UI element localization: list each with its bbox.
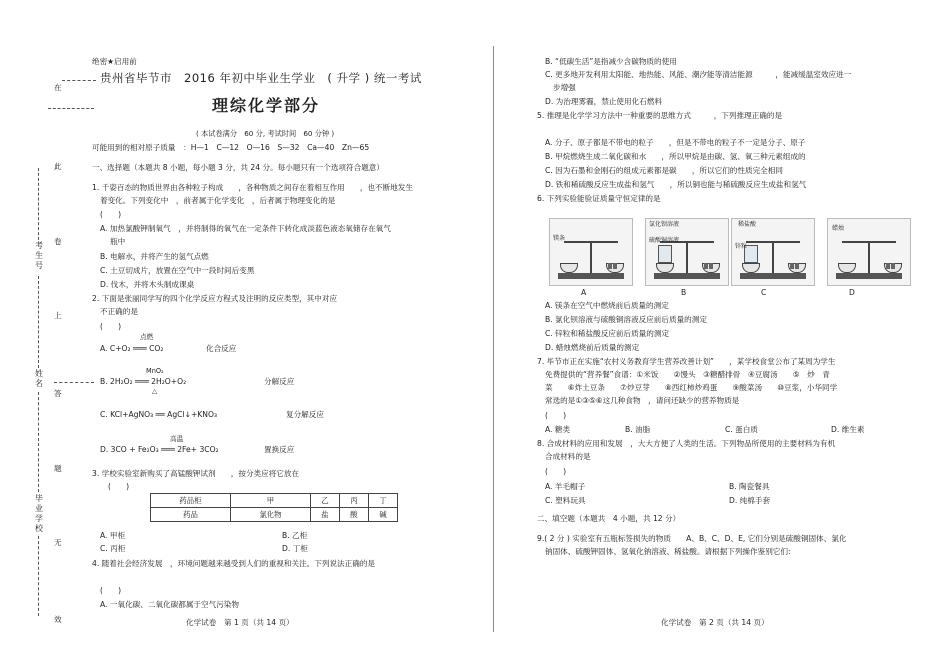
q3-answer-paren: ( ) (108, 482, 130, 491)
q7-answer-paren: ( ) (545, 411, 567, 420)
q1-option-a: A. 加热氯酸钾制氧气 ，并将制得的氧气在一定条件下转化成淡蓝色液态氧储存在氧气 (100, 224, 391, 233)
q7-stem-line2: 免费提供的“营养餐”食谱：①米饭 ②馒头 ③糖醋排骨 ④豆腐汤 ⑤ 炒 青 (545, 370, 830, 379)
q2-option-a-type: 化合反应 (206, 344, 237, 353)
q5-option-b: B. 甲烷燃烧生成二氧化碳和水 ，所以甲烷是由碳、氢、氧三种元素组成的 (545, 152, 806, 161)
page-footer-1: 化学试卷 第 1 页（共 14 页） (186, 618, 294, 627)
q2-a-condition: 点燃 (140, 333, 154, 341)
q3-option-c: C. 丙柜 (100, 544, 126, 553)
label-mg-strip: 镁条 (553, 235, 566, 242)
q6-option-b: B. 氯化钡溶液与硫酸铜溶液反应前后质量的测定 (545, 315, 707, 324)
q9-stem-line1: 9.( 2 分 ) 实验室有五瓶标签损失的物质 A、B、C、D、E, 它们分别是硫酸铜固体、氯化 (537, 534, 847, 543)
binding-margin (8, 60, 78, 630)
margin-key-shang: 上 (54, 311, 62, 320)
atomic-masses: 可能用到的相对原子质量 ：H—1 C—12 O—16 S—32 Ca—40 Zn—65 (92, 143, 370, 152)
q3-option-b: B. 乙柜 (282, 531, 308, 540)
q9-stem-line2: 钠固体、硫酸钾固体、氢氧化钠溶液、稀盐酸。请根据下列操作鉴别它们: (545, 547, 791, 556)
q7-option-a: A. 糖类 (545, 425, 571, 434)
q7-stem-line4: 常选的是①③⑤⑥这几种食物 ，请问还缺少的营养物质是 (545, 396, 740, 405)
q2-stem-line1: 2. 下面是张丽同学写的四个化学反应方程式及注明的反应类型，其中对应 (92, 294, 338, 303)
q6-stem: 6. 下列实验能验证质量守恒定律的是 (537, 194, 661, 203)
secret-mark: 绝密★启用前 (92, 57, 137, 66)
q1-answer-paren: ( ) (100, 210, 122, 219)
q2-option-b-equation: B. 2H₂O₂ ═══ 2H₂O+O₂ (100, 377, 187, 386)
q8-stem-line2: 合成材料的是 (545, 452, 591, 461)
margin-label-kaosheng: 考生号 (35, 241, 43, 270)
q7-option-c: C. 蛋白质 (725, 425, 758, 434)
table-cell: 药品柜 (151, 494, 231, 508)
q6-figure-letter-c: C (761, 288, 767, 297)
q1-option-d: D. 伐木，并将木头制成课桌 (100, 280, 195, 289)
q2-option-c-equation: C. KCl+AgNO₃ ══ AgCl↓+KNO₃ (100, 410, 217, 419)
margin-dash-line (38, 168, 39, 240)
table-row (151, 508, 398, 522)
q1-option-c: C. 土豆切成片，放置在空气中一段时间后变黑 (100, 266, 255, 275)
q1-stem-line1: 1. 千姿百态的物质世界由各种粒子构成 ，各种物质之间存在着相互作用 ，也不断地发生 (92, 183, 413, 192)
q8-option-c: C. 塑料玩具 (545, 496, 586, 505)
table-cell: 酸 (339, 508, 368, 522)
q6-option-c: C. 锌粒和稀盐酸反应前后质量的测定 (545, 329, 670, 338)
label-zn: 锌粒 (735, 243, 748, 250)
margin-dash (48, 108, 94, 109)
exam-title: 贵州省毕节市 2016 年初中毕业生学业 ( 升学 ) 统一考试 (100, 71, 422, 85)
q3-cabinet-table (150, 493, 398, 522)
q5-option-d: D. 铁和稀硫酸反应生成盐和氢气 ，所以铜也能与稀硫酸反应生成盐和氢气 (545, 180, 807, 189)
q2-b-heat-mark: △ (152, 387, 158, 395)
q2-answer-paren: ( ) (100, 322, 122, 331)
q4-option-a: A. 一氧化碳、二氧化碳都属于空气污染物 (100, 600, 239, 609)
table-cell: 碱 (368, 508, 397, 522)
margin-key-zai: 在 (54, 83, 62, 92)
score-info: ( 本试卷满分 60 分, 考试时间 60 分钟 ) (196, 129, 335, 138)
q1-option-a-cont: 瓶中 (110, 237, 126, 246)
table-cell: 丙 (339, 494, 368, 508)
table-cell: 丁 (368, 494, 397, 508)
q8-answer-paren: ( ) (545, 467, 567, 476)
q7-stem-line1: 7. 毕节市正在实施“农村义务教育学生营养改善计划” ，某学校食堂公布了某周为学生 (537, 357, 836, 366)
label-hcl: 稀盐酸 (738, 221, 757, 228)
label-cuso4: 硫酸铜溶液 (649, 237, 680, 244)
q6-apparatus-a (549, 218, 633, 286)
margin-label-xingming: 姓名 (35, 369, 43, 388)
subject-title: 理综化学部分 (212, 96, 321, 115)
q6-option-d: D. 蜡烛燃烧前后质量的测定 (545, 343, 640, 352)
page-footer-2: 化学试卷 第 2 页（共 14 页） (661, 618, 769, 627)
section-1-heading: 一、选择题（本题共 8 小题，每小题 3 分，共 24 分。每小题只有一个选项符合题意） (92, 163, 384, 172)
margin-label-biye: 毕业学校 (35, 494, 43, 533)
table-cell: 药品 (151, 508, 231, 522)
q6-apparatus-d (827, 218, 911, 286)
q4-option-b: B. “低碳生活”是指减少含碳物质的使用 (545, 57, 677, 66)
margin-key-juan: 卷 (54, 237, 62, 246)
q1-stem-line2: 着变化。下列变化中 ，前者属于化学变化 ，后者属于物理变化的是 (100, 196, 336, 205)
q2-b-condition: MnO₂ (146, 367, 164, 375)
exam-page-2 (475, 0, 950, 671)
table-cell: 盐 (310, 508, 339, 522)
label-candle: 蜡烛 (832, 225, 845, 232)
q5-option-c: C. 因为石墨和金刚石的组成元素都是碳 ，所以它们的性质完全相同 (545, 166, 783, 175)
q6-figure-letter-d: D (849, 288, 855, 297)
q4-answer-paren: ( ) (100, 586, 122, 595)
q1-option-b: B. 电解水，并将产生的氢气点燃 (100, 252, 209, 261)
q2-option-b-type: 分解反应 (264, 377, 295, 386)
margin-key-xiao: 效 (54, 615, 62, 624)
table-cell: 甲 (230, 494, 310, 508)
table-row (151, 494, 398, 508)
q5-stem: 5. 推理是化学学习方法中一种重要的思维方式 ，下列推理正确的是 (537, 111, 783, 120)
q2-d-condition: 高温 (170, 435, 184, 443)
q7-option-b: B. 油脂 (625, 425, 651, 434)
q4-stem: 4. 随着社会经济发展 ，环境问题越来越受到人们的重视和关注。下列说法正确的是 (92, 559, 376, 568)
q8-option-a: A. 羊毛帽子 (545, 482, 586, 491)
q4-option-c-cont: 步增强 (553, 83, 576, 92)
q8-option-d: D. 纯棉手套 (729, 496, 771, 505)
q3-stem: 3. 学校实验室新购买了高锰酸钾试剂 ，按分类应将它放在 (92, 469, 300, 478)
q6-figure-letter-b: B (681, 288, 687, 297)
margin-key-wu: 无 (54, 538, 62, 547)
table-cell: 氯化物 (230, 508, 310, 522)
q6-figure-letter-a: A (581, 288, 587, 297)
margin-key-ti: 题 (54, 464, 62, 473)
q8-option-b: B. 陶瓷餐具 (729, 482, 770, 491)
section-2-heading: 二、填空题（本题共 4 小题，共 12 分） (537, 514, 681, 523)
q7-stem-line3: 菜 ⑥炸土豆条 ⑦炒豆芽 ⑧西红柿炒鸡蛋 ⑨酸菜汤 ⑩豆浆，小华同学 (545, 383, 838, 392)
q7-option-d: D. 维生素 (831, 425, 865, 434)
q2-option-a-equation: A. C+O₂ ═══ CO₂ (100, 344, 164, 353)
q6-apparatus-c (731, 218, 815, 286)
q3-option-d: D. 丁柜 (282, 544, 308, 553)
q4-option-d: D. 为治理雾霾，禁止使用化石燃料 (545, 97, 662, 106)
q8-stem-line1: 8. 合成材料的应用和发展 ，大大方便了人类的生活。下列物品所使用的主要材料为有机 (537, 439, 836, 448)
margin-dash (54, 382, 94, 383)
q5-option-a: A. 分子、原子都是不带电的粒子 ，但是不带电的粒子不一定是分子、原子 (545, 138, 806, 147)
q6-apparatus-b (645, 218, 729, 286)
q2-stem-line2: 不正确的是 (100, 307, 138, 316)
q3-option-a: A. 甲柜 (100, 531, 126, 540)
table-cell: 乙 (310, 494, 339, 508)
q2-option-d-equation: D. 3CO + Fe₂O₃ ═══ 2Fe+ 3CO₂ (100, 445, 219, 454)
margin-dash (62, 80, 96, 81)
margin-dash-line (38, 392, 39, 492)
margin-dash-line (38, 536, 39, 616)
q4-option-c: C. 更多地开发利用太阳能、地热能、风能、潮汐能等清洁能源 ，能减缓温室效应进一 (545, 70, 852, 79)
margin-key-ci: 此 (54, 162, 62, 171)
q6-option-a: A. 镁条在空气中燃烧前后质量的测定 (545, 301, 669, 310)
label-bacl2: 氯化钡溶液 (649, 221, 680, 228)
q2-option-c-type: 复分解反应 (286, 410, 324, 419)
margin-dash-line (38, 276, 39, 368)
margin-key-da: 答 (54, 389, 62, 398)
q2-option-d-type: 置换反应 (264, 445, 295, 454)
